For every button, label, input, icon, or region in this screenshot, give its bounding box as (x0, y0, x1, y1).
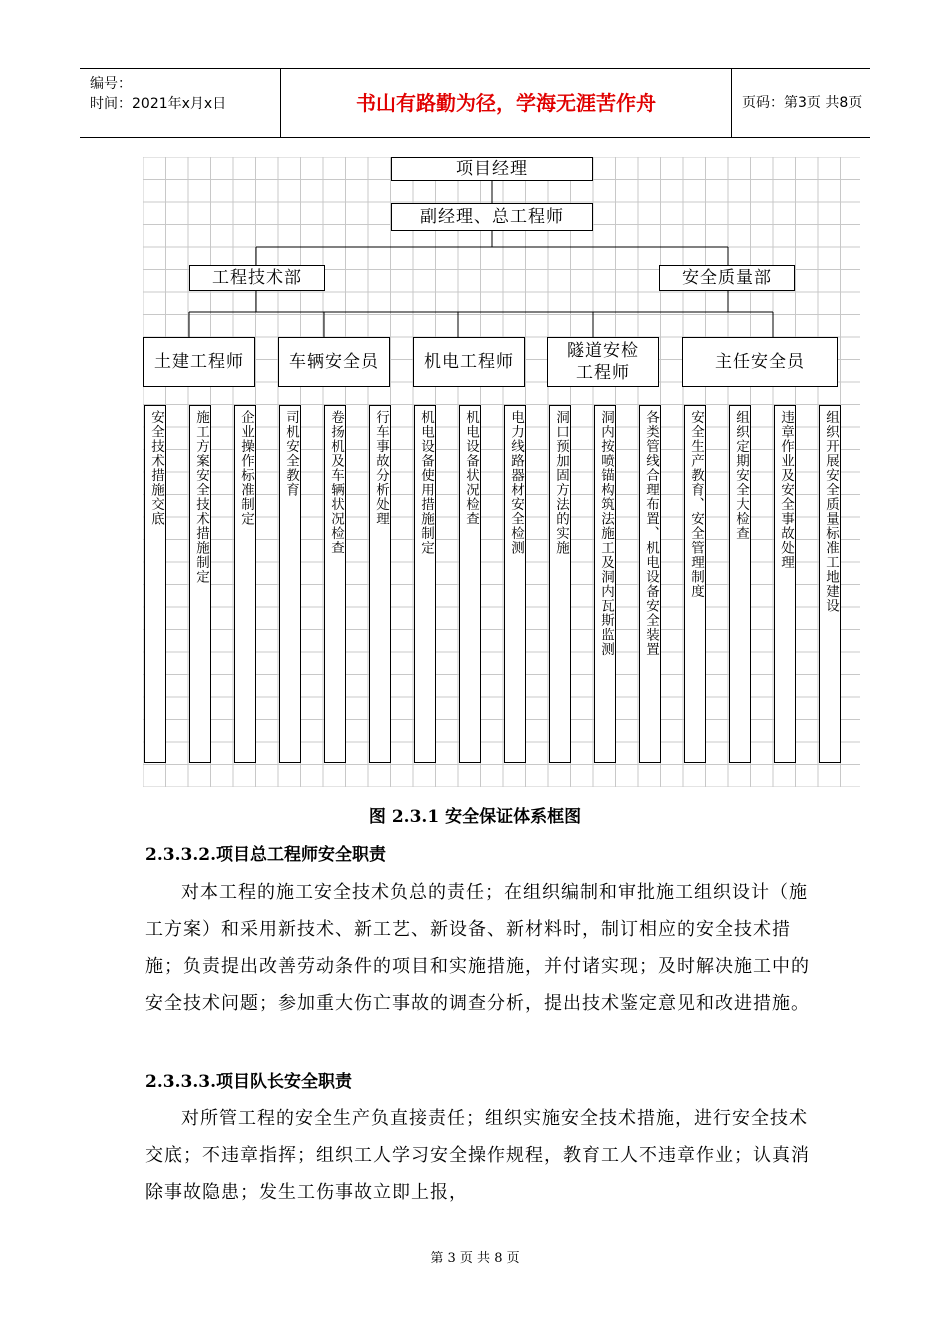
time-label: 时间：2021年x月x日 (90, 96, 227, 112)
section-paragraph: 对本工程的施工安全技术负总的责任；在组织编制和审批施工组织设计（施工方案）和采用新技术、新工艺、新设备、新材料时，制订相应的安全技术措施；负责提出改善劳动条件的项目和实施措施，并付诸实现；及时解决施工中的安全技术问题；参加重大伤亡事故的调查分析，提出技术鉴定意见和改进措施。 (145, 882, 810, 1014)
duty-item: 行车事故分析处理 (369, 405, 391, 763)
duty-item: 组织开展安全质量标准工地建设 (819, 405, 841, 763)
duty-item: 机电设备使用措施制定 (414, 405, 436, 763)
header-meta (80, 69, 281, 137)
box-chief-safety-officer: 主任安全员 (682, 337, 838, 387)
duty-item: 施工方案安全技术措施制定 (189, 405, 211, 763)
box-deputy-chief-engineer: 副经理、总工程师 (391, 203, 593, 231)
duty-item: 卷扬机及车辆状况检查 (324, 405, 346, 763)
box-tunnel-inspection-engineer: 隧道安检工程师 (547, 337, 659, 387)
section-heading: 2.3.3.3.项目队长安全职责 (145, 1072, 352, 1092)
box-project-manager: 项目经理 (391, 157, 593, 181)
box-safety-quality-dept: 安全质量部 (659, 265, 795, 291)
duty-item: 违章作业及安全事故处理 (774, 405, 796, 763)
duty-item: 安全生产教育、安全管理制度 (684, 405, 706, 763)
number-label: 编号： (90, 76, 132, 92)
duty-item: 电力线路器材安全检测 (504, 405, 526, 763)
duty-item: 洞内按喷锚构筑法施工及洞内瓦斯监测 (594, 405, 616, 763)
figure-caption: 图 2.3.1 安全保证体系框图 (368, 807, 582, 827)
duty-item: 安全技术措施交底 (144, 405, 166, 763)
page-footer: 第 3 页 共 8 页 (430, 1251, 520, 1266)
safety-system-diagram (143, 157, 860, 787)
duty-item: 企业操作标准制定 (234, 405, 256, 763)
box-electromechanical-engineer: 机电工程师 (413, 337, 525, 387)
duty-item: 各类管线合理布置、机电设备安全装置 (639, 405, 661, 763)
page-header (80, 68, 870, 138)
duty-item: 洞口预加固方法的实施 (549, 405, 571, 763)
box-engineering-dept: 工程技术部 (189, 265, 325, 291)
section-heading: 2.3.3.2.项目总工程师安全职责 (145, 845, 386, 865)
header-motto: 书山有路勤为径，学海无涯苦作舟 (281, 69, 732, 137)
duty-item: 司机安全教育 (279, 405, 301, 763)
section-paragraph: 对所管工程的安全生产负直接责任；组织实施安全技术措施，进行安全技术交底；不违章指挥；组织工人学习安全操作规程，教育工人不违章作业；认真消除事故隐患；发生工伤事故立即上报， (145, 1108, 810, 1203)
header-page-label: 页码：第3页 共8页 (742, 95, 863, 111)
box-vehicle-safety-officer: 车辆安全员 (278, 337, 390, 387)
box-civil-engineer: 土建工程师 (143, 337, 255, 387)
duty-item: 机电设备状况检查 (459, 405, 481, 763)
duty-item: 组织定期安全大检查 (729, 405, 751, 763)
